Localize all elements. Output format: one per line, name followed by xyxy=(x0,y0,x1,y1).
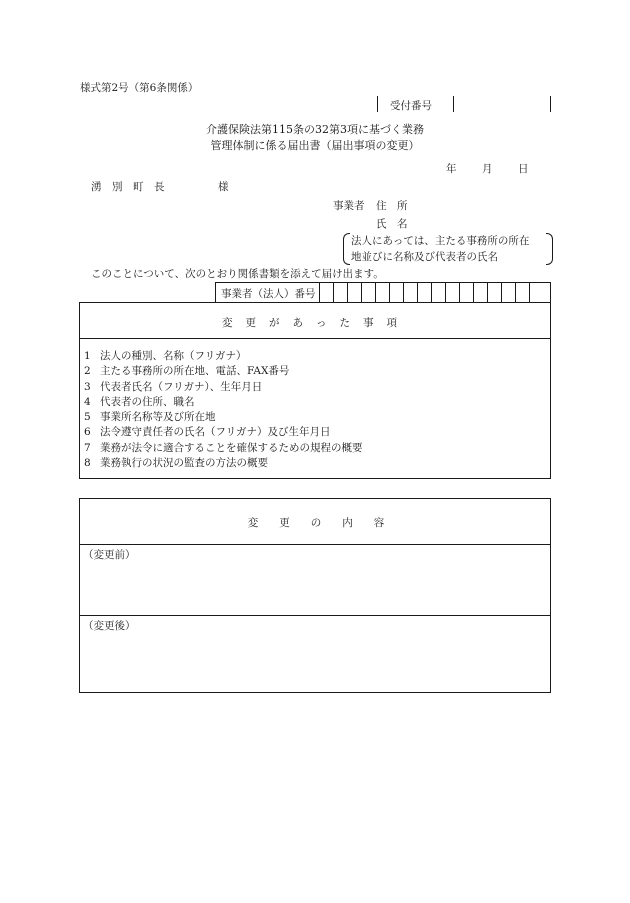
date-year-label: 年 xyxy=(446,163,457,175)
name-label: 氏 名 xyxy=(376,218,408,230)
changed-items-list xyxy=(84,349,363,471)
before-label: （変更前） xyxy=(83,549,136,561)
business-number-digit[interactable] xyxy=(459,283,460,302)
honorific: 様 xyxy=(218,181,229,193)
business-number-digit[interactable] xyxy=(333,283,334,302)
date-month-label: 月 xyxy=(482,163,493,175)
after-content-field[interactable] xyxy=(80,632,550,690)
business-number-digit[interactable] xyxy=(375,283,376,302)
change-content-box xyxy=(79,498,551,693)
business-number-digit[interactable] xyxy=(515,283,516,302)
business-number-label: 事業者（法人）番号 xyxy=(221,288,316,300)
list-item[interactable]: 7 業務が法令に適合することを確保するための規程の概要 xyxy=(84,441,363,454)
list-item[interactable]: 1 法人の種別、名称（フリガナ） xyxy=(84,350,247,362)
list-item[interactable]: 6 法令遵守責任者の氏名（フリガナ）及び生年月日 xyxy=(84,426,331,439)
business-number-digit[interactable] xyxy=(347,283,348,302)
business-number-digit[interactable] xyxy=(319,283,320,302)
business-number-digit[interactable] xyxy=(431,283,432,302)
title-line-1: 介護保険法第115条の32第3項に基づく業務 xyxy=(206,123,424,136)
address-label: 住 所 xyxy=(376,200,408,212)
business-number-digit[interactable] xyxy=(361,283,362,302)
date-day-label: 日 xyxy=(518,163,529,175)
receipt-divider-left xyxy=(377,96,378,112)
receipt-label: 受付番号 xyxy=(390,100,432,112)
changed-items-header: 変更があった事項 xyxy=(222,317,410,329)
statement: このことについて、次のとおり関係書類を添えて届け出ます。 xyxy=(91,268,384,280)
business-number-digit[interactable] xyxy=(389,283,390,302)
title-line-2: 管理体制に係る届出書（届出事項の変更） xyxy=(210,139,420,152)
changed-items-header-divider xyxy=(80,338,550,339)
change-content-header-divider xyxy=(80,544,550,545)
after-label: （変更後） xyxy=(83,620,136,632)
applicant-label: 事業者 xyxy=(333,200,365,212)
list-item[interactable]: 4 代表者の住所、職名 xyxy=(84,395,195,408)
business-number-digit[interactable] xyxy=(487,283,488,302)
business-number-digit[interactable] xyxy=(445,283,446,302)
note-bracket-right xyxy=(546,233,553,265)
before-after-divider xyxy=(80,615,550,616)
form-number: 様式第2号（第6条関係） xyxy=(80,82,199,94)
business-number-digit[interactable] xyxy=(473,283,474,302)
receipt-divider-mid xyxy=(453,96,454,112)
business-number-digit[interactable] xyxy=(417,283,418,302)
applicant-note-line-2: 地並びに名称及び代表者の氏名 xyxy=(351,251,498,263)
before-content-field[interactable] xyxy=(80,561,550,613)
note-bracket-left xyxy=(343,233,350,265)
receipt-number-field[interactable] xyxy=(455,96,549,112)
list-item[interactable]: 8 業務執行の状況の監査の方法の概要 xyxy=(84,457,268,470)
list-item[interactable]: 3 代表者氏名（フリガナ）、生年月日 xyxy=(84,380,263,393)
business-number-row xyxy=(215,282,551,303)
business-number-digit[interactable] xyxy=(529,283,530,302)
list-item[interactable]: 5 事業所名称等及び所在地 xyxy=(84,411,216,424)
business-number-digit[interactable] xyxy=(403,283,404,302)
list-item[interactable]: 2 主たる事務所の所在地、電話、FAX番号 xyxy=(84,365,290,378)
receipt-divider-right xyxy=(550,96,551,112)
addressee: 湧 別 町 長 xyxy=(91,181,165,193)
business-number-digit[interactable] xyxy=(501,283,502,302)
change-content-header: 変 更 の 内 容 xyxy=(247,517,385,529)
applicant-note-line-1: 法人にあっては、主たる事務所の所在 xyxy=(351,235,530,247)
